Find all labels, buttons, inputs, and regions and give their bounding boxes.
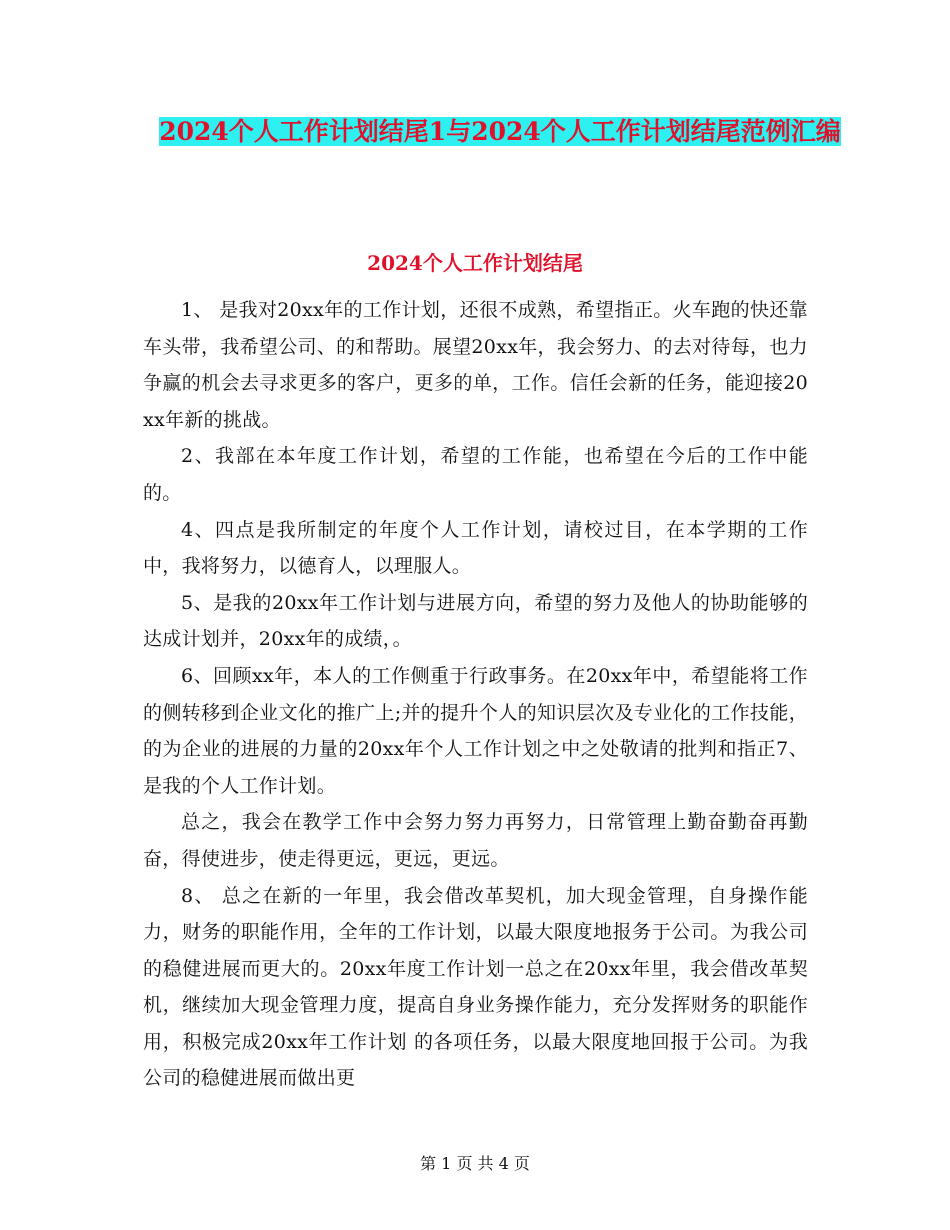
paragraph-8: 8、 总之在新的一年里，我会借改革契机，加大现金管理，自身操作能力，财务的职能作用，全年的工作计划，以最大限度地报务于公司。为我公司的稳健进展而更大的。20xx年度工作计划一总之在20xx年里，我会借改革契机，继续加大现金管理力度，提高自身业务操作能力，充分发挥财务的职能作用，积极完成20xx年工作计划 的各项任务，以最大限度地回报于公司。为我公司的稳健进展而做出更: [143, 884, 808, 1090]
paragraph-summary: 总之，我会在教学工作中会努力努力再努力，日常管理上勤奋勤奋再勤奋，得使进步，使走得更远，更远，更远。: [143, 811, 808, 870]
paragraph-2: 2、我部在本年度工作计划，希望的工作能，也希望在今后的工作中能的。: [143, 445, 808, 504]
paragraph-1: 1、 是我对20xx年的工作计划，还很不成熟，希望指正。火车跑的快还靠车头带，我希望公司、的和帮助。展望20xx年，我会努力、的去对待每，也力争赢的机会去寻求更多的客户，更多的单，工作。信任会新的任务，能迎接20xx年新的挑战。: [143, 299, 808, 431]
paragraph-4: 4、四点是我所制定的年度个人工作计划，请校过目，在本学期的工作中，我将努力，以德育人，以理服人。: [143, 518, 808, 578]
document-body: [143, 292, 808, 1097]
section-heading: 2024个人工作计划结尾: [367, 251, 583, 275]
document-title: [150, 110, 850, 154]
paragraph-6: 6、回顾xx年，本人的工作侧重于行政事务。在20xx年中，希望能将工作的侧转移到企业文化的推广上;并的提升个人的知识层次及专业化的工作技能，的为企业的进展的力量的20xx年个人工作计划之中之处敬请的批判和指正7、 是我的个人工作计划。: [143, 664, 808, 797]
page-footer: 第 1 页 共 4 页: [420, 1154, 530, 1173]
document-title-text: 2024个人工作计划结尾1与2024个人工作计划结尾范例汇编: [159, 117, 841, 146]
paragraph-5: 5、是我的20xx年工作计划与进展方向，希望的努力及他人的协助能够的达成计划并，20xx年的成绩，。: [143, 591, 808, 651]
